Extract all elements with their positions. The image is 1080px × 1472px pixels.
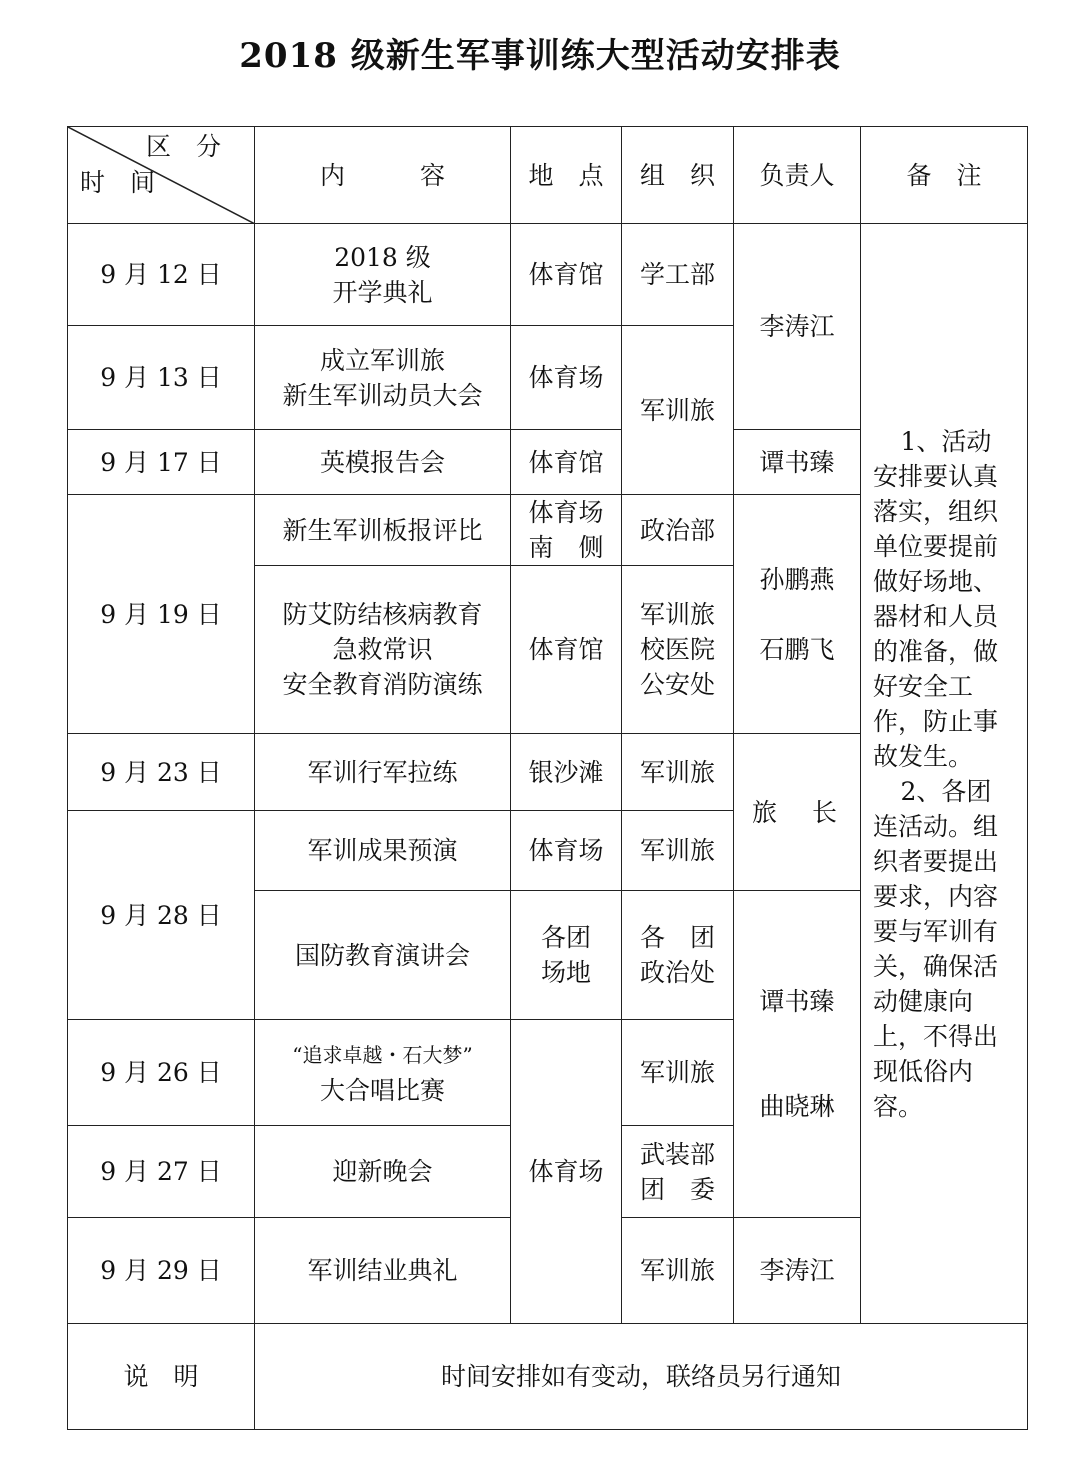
header-remarks: 备 注: [861, 127, 1028, 224]
content-cell: 国防教育演讲会: [255, 891, 511, 1020]
owner-cell: 李涛江: [734, 1218, 861, 1324]
header-content: 内 容: [255, 127, 511, 224]
remark-item: 2、各团连活动。组织者要提出要求，内容要与军训有关，确保活动健康向上，不得出现低俗内容。: [873, 776, 999, 1121]
date-cell: 9 月 27 日: [68, 1126, 255, 1218]
content-cell: 军训结业典礼: [255, 1218, 511, 1324]
org-cell: 军训旅: [622, 811, 734, 891]
date-cell: 9 月 12 日: [68, 224, 255, 326]
place-cell: 体育馆: [511, 224, 622, 326]
org-cell: 学工部: [622, 224, 734, 326]
place-cell: 各团 场地: [511, 891, 622, 1020]
header-category: 区 分: [146, 132, 222, 161]
org-cell: 军训旅: [622, 1020, 734, 1126]
org-cell: 军训旅: [622, 734, 734, 811]
owner-cell: 孙鹏燕 石鹏飞: [734, 495, 861, 734]
date-cell: 9 月 13 日: [68, 326, 255, 430]
date-cell: 9 月 26 日: [68, 1020, 255, 1126]
date-cell: 9 月 29 日: [68, 1218, 255, 1324]
header-time: 时 间: [80, 168, 156, 197]
table-row: [68, 224, 1028, 326]
remarks-cell: [861, 224, 1028, 1324]
place-cell: 体育场: [511, 326, 622, 430]
org-cell: 政治部: [622, 495, 734, 566]
remark-item: 1、活动安排要认真落实，组织单位要提前做好场地、器材和人员的准备，做好安全工作，防止事故发生。: [873, 426, 999, 771]
date-cell: 9 月 17 日: [68, 430, 255, 495]
page-title: 2018 级新生军事训练大型活动安排表: [239, 36, 841, 76]
content-cell: 英模报告会: [255, 430, 511, 495]
owner-cell: 李涛江: [734, 224, 861, 430]
org-cell: 军训旅: [622, 1218, 734, 1324]
content-cell: 成立军训旅 新生军训动员大会: [255, 326, 511, 430]
place-cell: 银沙滩: [511, 734, 622, 811]
corner-header-cell: [68, 127, 255, 224]
content-cell: 军训成果预演: [255, 811, 511, 891]
org-cell: 武装部 团 委: [622, 1126, 734, 1218]
owner-cell: 旅 长: [734, 734, 861, 891]
place-cell: 体育场: [511, 811, 622, 891]
header-place: 地 点: [511, 127, 622, 224]
header-org: 组 织: [622, 127, 734, 224]
schedule-table: [67, 126, 1028, 1430]
header-row: [68, 127, 1028, 224]
header-owner: 负责人: [734, 127, 861, 224]
content-cell: “追求卓越・石大梦” 大合唱比赛: [255, 1020, 511, 1126]
place-cell: 体育场 南 侧: [511, 495, 622, 566]
content-cell: 迎新晚会: [255, 1126, 511, 1218]
content-cell: 防艾防结核病教育 急救常识 安全教育消防演练: [255, 566, 511, 734]
place-cell: 体育场: [511, 1020, 622, 1324]
content-cell: 军训行军拉练: [255, 734, 511, 811]
footer-label: 说 明: [68, 1324, 255, 1430]
org-cell: 各 团 政治处: [622, 891, 734, 1020]
owner-cell: 谭书臻 曲晓琳: [734, 891, 861, 1218]
footer-row: [68, 1324, 1028, 1430]
footer-note: 时间安排如有变动，联络员另行通知: [255, 1324, 1028, 1430]
content-cell: 2018 级 开学典礼: [255, 224, 511, 326]
date-cell: 9 月 19 日: [68, 495, 255, 734]
org-cell: 军训旅 校医院 公安处: [622, 566, 734, 734]
org-cell: 军训旅: [622, 326, 734, 495]
date-cell: 9 月 28 日: [68, 811, 255, 1020]
place-cell: 体育馆: [511, 430, 622, 495]
owner-cell: 谭书臻: [734, 430, 861, 495]
content-cell: 新生军训板报评比: [255, 495, 511, 566]
date-cell: 9 月 23 日: [68, 734, 255, 811]
place-cell: 体育馆: [511, 566, 622, 734]
